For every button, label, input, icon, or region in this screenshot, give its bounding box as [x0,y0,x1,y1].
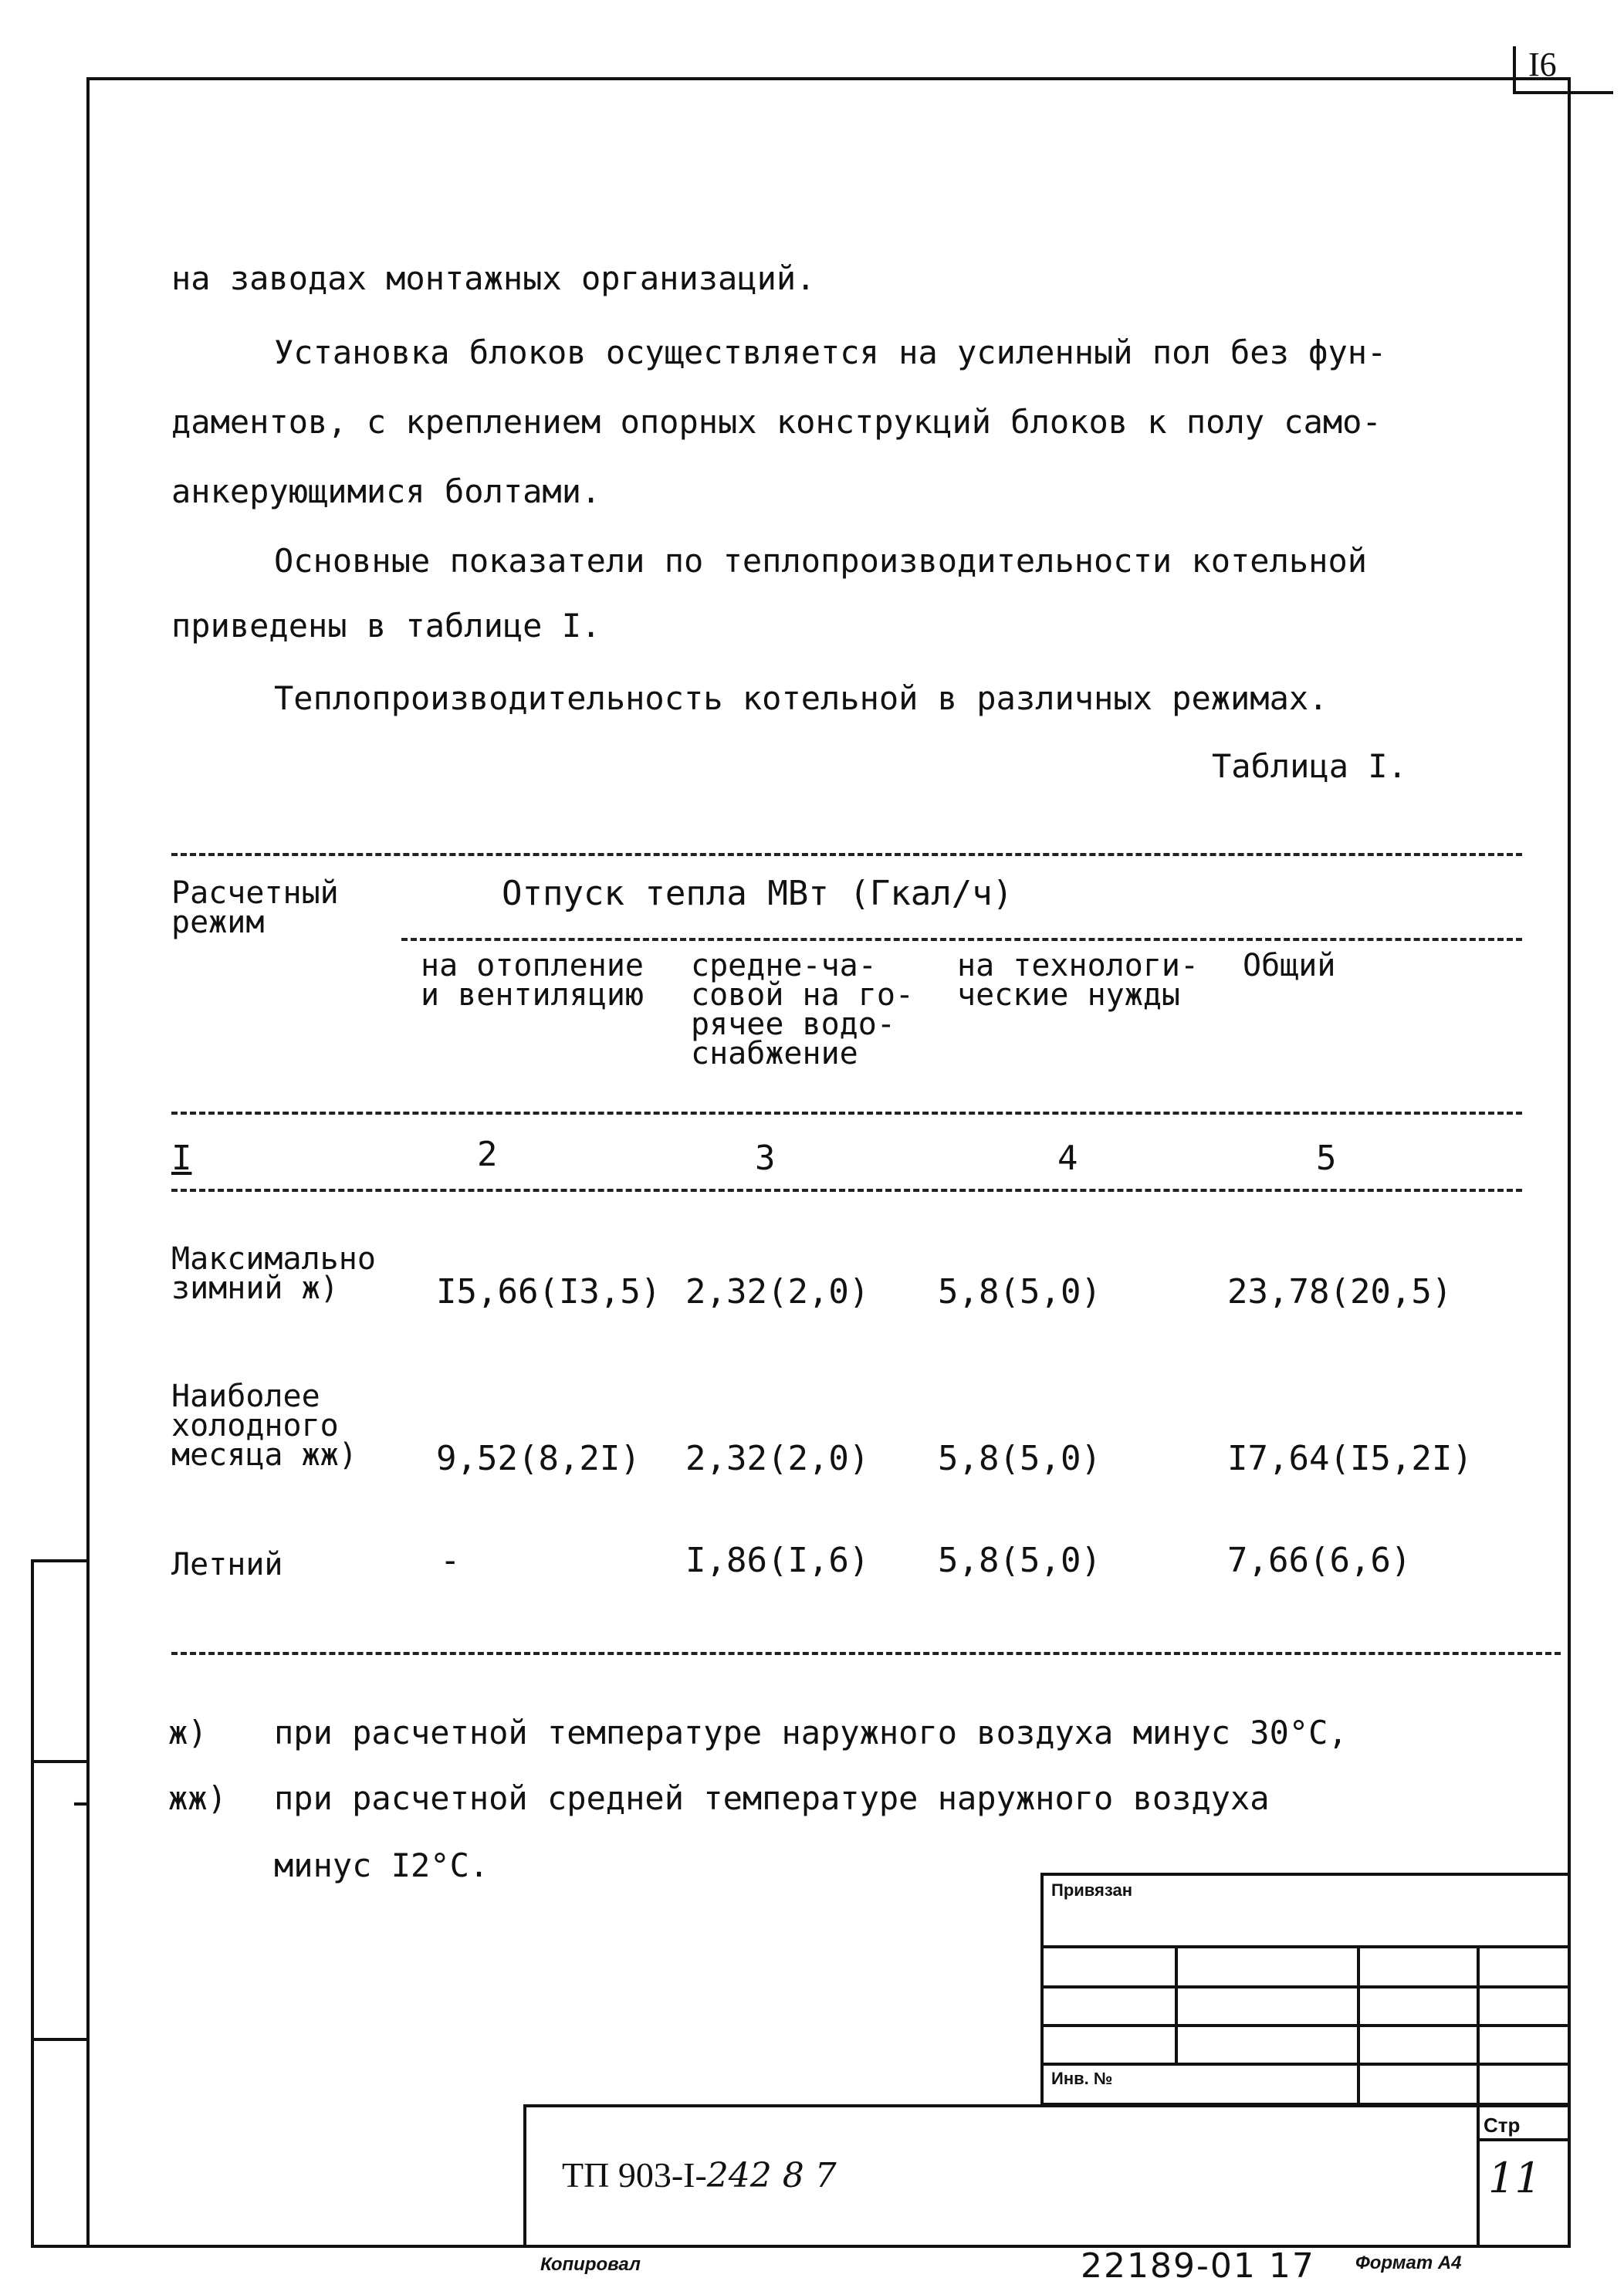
table-rule-group [401,938,1522,941]
header-group: Отпуск тепла МВт (Гкал/ч) [502,874,1013,913]
table-label: Таблица I. [1212,747,1407,785]
col-number: 4 [1057,1139,1078,1178]
cell-hot-water: I,86(I,6) [685,1541,870,1580]
cell-total: 23,78(20,5) [1227,1272,1453,1312]
paragraph-line: на заводах монтажных организаций. [171,259,816,297]
paragraph-line: анкерующимися болтами. [171,472,601,510]
header-col3: средне-ча- совой на го- рячее водо- снабжение [691,948,914,1071]
paragraph-line: Основные показатели по теплопроизводительности котельной [274,542,1368,580]
footnote-text: минус I2°С. [274,1846,489,1884]
row-mode: Максимально зимний ж) [171,1241,376,1306]
row-mode: Летний [171,1547,283,1582]
stamp-line [1477,2138,1571,2141]
stamp-format: Формат А4 [1355,2252,1462,2273]
stamp-privyazan-box [1040,1873,1571,2106]
table-title: Теплопроизводительность котельной в различных режимах. [274,679,1328,717]
table-rule-bottom [171,1652,1561,1655]
stamp-str-label: Стр [1484,2114,1521,2137]
stamp-str-value: 11 [1488,2154,1541,2202]
col-number: 5 [1316,1139,1337,1178]
stamp-line [1040,1985,1571,1988]
header-col5: Общий [1243,948,1336,983]
cell-tech: 5,8(5,0) [938,1272,1101,1312]
footnote-text: при расчетной температуре наружного воздуха минус 30°С, [274,1714,1348,1752]
footnote-mark: жж) [168,1779,227,1817]
binding-strip-divider [31,1760,90,1763]
row-mode: Наиболее холодного месяца жж) [171,1379,357,1473]
header-col1: Расчетный режим [171,875,339,940]
paragraph-line: Установка блоков осуществляется на усиленный пол без фун- [274,333,1387,371]
col-number: I [171,1139,192,1178]
stamp-line [1040,2063,1571,2066]
col-number: 3 [755,1139,776,1178]
footnote-text: при расчетной средней температуре наружного воздуха [274,1779,1270,1817]
stamp-designation [562,2154,837,2195]
cell-total: 7,66(6,6) [1227,1541,1412,1580]
cell-heating: I5,66(I3,5) [436,1272,661,1312]
stamp-vline [1357,1945,1360,2106]
designation-printed: ТП 903-I- [562,2155,707,2195]
stamp-order-number: 22189-01 17 [1081,2246,1315,2286]
cell-hot-water: 2,32(2,0) [685,1439,870,1478]
cell-heating: - [440,1541,461,1580]
page-number: I6 [1528,46,1557,83]
cell-total: I7,64(I5,2I) [1227,1439,1473,1478]
cell-heating: 9,52(8,2I) [436,1439,641,1478]
stamp-inv-label: Инв. № [1051,2069,1113,2088]
stamp-line [1040,1945,1571,1948]
header-col4: на технологи- ческие нужды [957,948,1199,1013]
binding-strip [31,1559,90,2248]
binding-strip-tick [74,1802,90,1806]
col-number: 2 [477,1135,498,1174]
cell-tech: 5,8(5,0) [938,1541,1101,1580]
table-rule-numbers [171,1189,1522,1192]
paragraph-line: приведены в таблице I. [171,607,601,645]
cell-hot-water: 2,32(2,0) [685,1272,870,1312]
designation-handwritten: 242 8 7 [706,2156,837,2195]
paragraph-line: даментов, с креплением опорных конструкций блоков к полу само- [171,403,1382,441]
stamp-privyazan-label: Привязан [1051,1880,1133,1900]
header-col2: на отопление и вентиляцию [421,948,644,1013]
table-rule-top [171,853,1522,856]
binding-strip-divider [31,2038,90,2041]
cell-tech: 5,8(5,0) [938,1439,1101,1478]
stamp-line [1040,2024,1571,2027]
stamp-kopiroval: Копировал [540,2254,641,2275]
footnote-mark: ж) [168,1714,208,1752]
table-rule-header-bottom [171,1112,1522,1115]
stamp-vline [1175,1945,1178,2064]
